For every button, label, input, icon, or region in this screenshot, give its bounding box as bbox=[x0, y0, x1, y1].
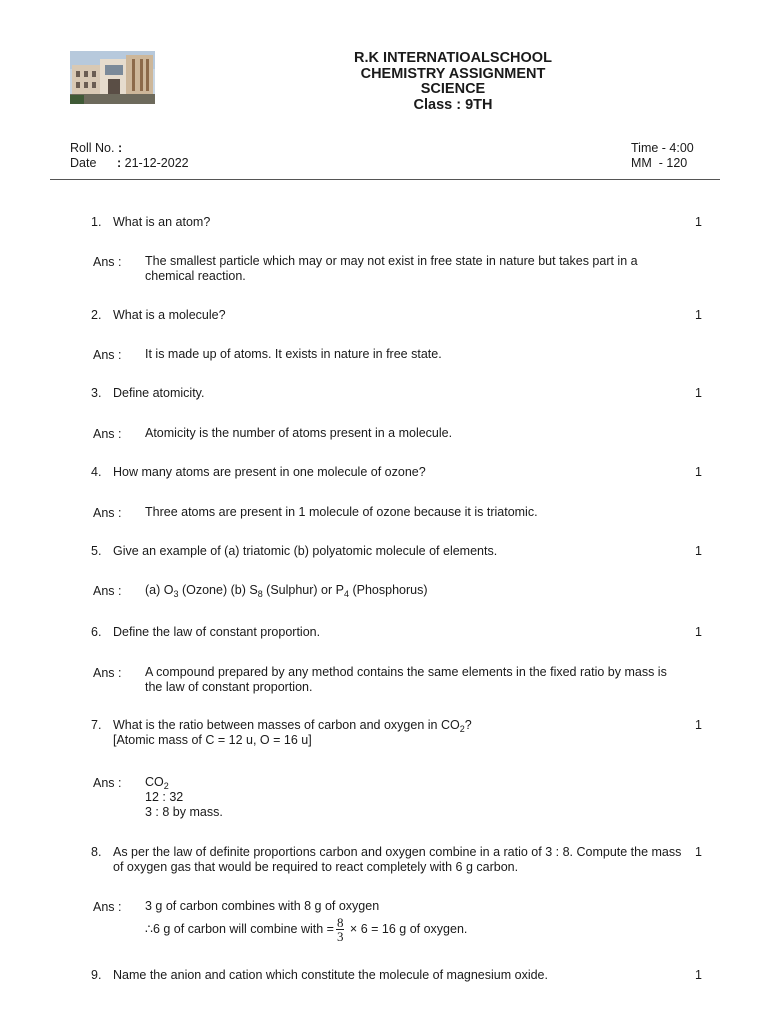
question-text: Define the law of constant proportion. bbox=[113, 625, 321, 639]
question-number: 4. bbox=[91, 465, 102, 479]
answer-text: $CO_2$ 12 : 32 3 : 8 by mass. bbox=[145, 775, 223, 819]
answer-text: It is made up of atoms. It exists in nature in free state. bbox=[145, 347, 442, 361]
answer-label: Ans : bbox=[93, 348, 122, 362]
question-3-marks: 1 bbox=[695, 386, 702, 400]
answer-text: A compound prepared by any method contains the same elements in the fixed ratio by mass is the law of constant proportion. bbox=[145, 665, 667, 694]
answer-text: Three atoms are present in 1 molecule of ozone because it is triatomic. bbox=[145, 505, 538, 519]
roll-number-label: Roll No. bbox=[70, 141, 115, 155]
answer-text: The smallest particle which may or may not exist in free state in nature but takes part in a chemical reaction. bbox=[145, 254, 638, 283]
answer-label: Ans : bbox=[93, 427, 122, 441]
question-number: 6. bbox=[91, 625, 102, 639]
question-7-marks: 1 bbox=[695, 718, 702, 732]
question-6-marks: 1 bbox=[695, 625, 702, 639]
question-number: 3. bbox=[91, 386, 102, 400]
question-9-marks: 1 bbox=[695, 968, 702, 982]
question-4-marks: 1 bbox=[695, 465, 702, 479]
answer-label: Ans : bbox=[93, 584, 122, 598]
question-text: Define atomicity. bbox=[113, 386, 205, 400]
header-divider bbox=[50, 179, 720, 180]
question-text: Name the anion and cation which constitute the molecule of magnesium oxide. bbox=[113, 968, 548, 982]
document-header bbox=[300, 51, 606, 113]
answer-label: Ans : bbox=[93, 255, 122, 269]
answer-text: (a) $O_3$ (Ozone) (b) $S_8$ (Sulphur) or $P_4$ (Phosphorus) bbox=[145, 583, 428, 599]
date-value: 21-12-2022 bbox=[124, 156, 189, 170]
school-logo-image bbox=[70, 51, 155, 104]
answer-text: Atomicity is the number of atoms present in a molecule. bbox=[145, 426, 453, 440]
date-field bbox=[70, 156, 189, 171]
question-number: 8. bbox=[91, 845, 102, 859]
question-number: 1. bbox=[91, 215, 102, 229]
question-1-marks: 1 bbox=[695, 215, 702, 229]
roll-number-separator: : bbox=[117, 141, 123, 155]
answer-label: Ans : bbox=[93, 900, 122, 914]
school-name: R.K INTERNATIOALSCHOOL bbox=[354, 50, 552, 66]
answer-label: Ans : bbox=[93, 776, 122, 790]
question-text: How many atoms are present in one molecule of ozone? bbox=[113, 465, 426, 479]
question-text: Give an example of (a) triatomic (b) polyatomic molecule of elements. bbox=[113, 544, 498, 558]
fraction-8-over-3: $\frac{8}{3}$ bbox=[336, 915, 344, 944]
question-number: 2. bbox=[91, 308, 102, 322]
answer-text: 3 g of carbon combines with 8 g of oxygen ∴6 g of carbon will combine with = $\frac{8}{3}$ × 6 = 16 g of oxygen. bbox=[145, 899, 468, 944]
subject-title: SCIENCE bbox=[420, 81, 486, 97]
roll-number-field bbox=[70, 141, 122, 156]
question-text: What is a molecule? bbox=[113, 308, 226, 322]
question-text: What is an atom? bbox=[113, 215, 211, 229]
date-label: Date bbox=[70, 156, 97, 170]
answer-label: Ans : bbox=[93, 506, 122, 520]
time-info: Time - 4:00 bbox=[631, 141, 694, 155]
question-5-marks: 1 bbox=[695, 544, 702, 558]
question-number: 5. bbox=[91, 544, 102, 558]
max-marks-info: MM - 120 bbox=[631, 156, 688, 170]
assignment-title: CHEMISTRY ASSIGNMENT bbox=[360, 65, 546, 82]
question-number: 7. bbox=[91, 718, 102, 732]
question-number: 9. bbox=[91, 968, 102, 982]
question-text: As per the law of definite proportions carbon and oxygen combine in a ratio of 3 : 8. Compute the mass of oxygen gas that would be required to react completely with 6 g carbon. bbox=[113, 845, 682, 874]
answer-label: Ans : bbox=[93, 666, 122, 680]
question-2-marks: 1 bbox=[695, 308, 702, 322]
question-text: What is the ratio between masses of carbon and oxygen in $CO_2$? [Atomic mass of C = 12 u, O = 16 u] bbox=[113, 718, 472, 747]
class-title: Class : 9TH bbox=[413, 96, 493, 113]
question-8-marks: 1 bbox=[695, 845, 702, 859]
date-separator: : bbox=[117, 156, 122, 170]
